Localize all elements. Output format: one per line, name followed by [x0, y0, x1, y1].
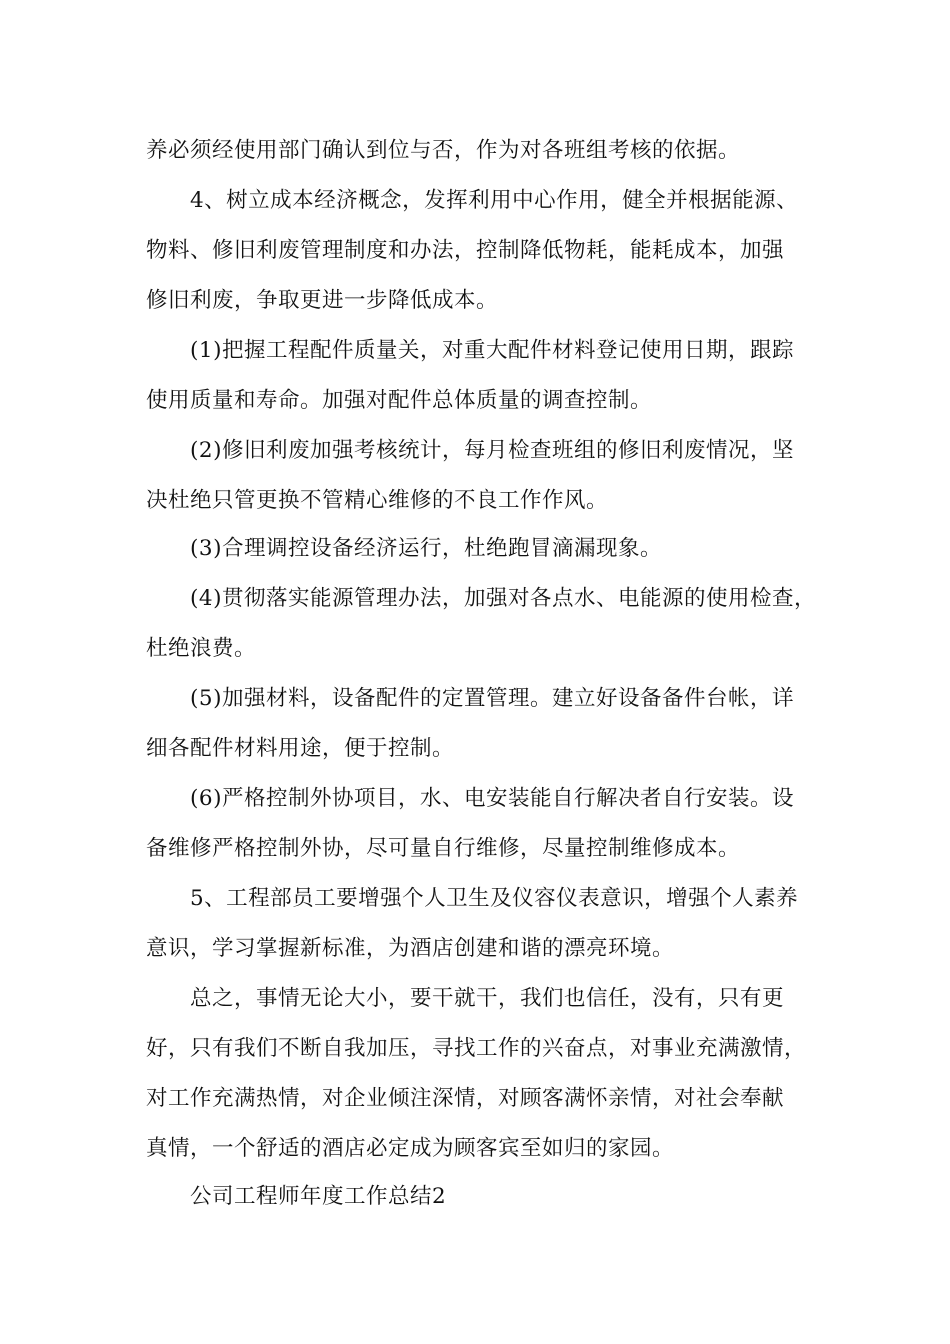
text-line: 好，只有我们不断自我加压，寻找工作的兴奋点，对事业充满激情，	[146, 1036, 807, 1061]
text-line: 杜绝浪费。	[146, 636, 257, 661]
text-line: (6)严格控制外协项目，水、电安装能自行解决者自行安装。设	[190, 786, 794, 811]
paragraph-sub-item-6	[146, 774, 806, 874]
text-line: 使用质量和寿命。加强对配件总体质量的调查控制。	[146, 388, 653, 413]
text-line: 决杜绝只管更换不管精心维修的不良工作作风。	[146, 488, 609, 513]
text-line: (2)修旧利废加强考核统计，每月检查班组的修旧利废情况，坚	[190, 438, 794, 463]
text-line: 5、工程部员工要增强个人卫生及仪容仪表意识，增强个人素养	[190, 886, 799, 911]
text-line: 备维修严格控制外协，尽可量自行维修，尽量控制维修成本。	[146, 836, 741, 861]
text-line: 修旧利废，争取更进一步降低成本。	[146, 288, 499, 313]
text-line: 物料、修旧利废管理制度和办法，控制降低物耗，能耗成本，加强	[146, 238, 785, 263]
paragraph-summary	[146, 974, 806, 1174]
text-line: (5)加强材料，设备配件的定置管理。建立好设备备件台帐，详	[190, 686, 794, 711]
paragraph-item-5	[146, 874, 806, 974]
text-line: 4、树立成本经济概念，发挥利用中心作用，健全并根据能源、	[190, 188, 799, 213]
text-line: 养必须经使用部门确认到位与否，作为对各班组考核的依据。	[146, 138, 741, 163]
paragraph-sub-item-4	[146, 574, 816, 674]
text-line: (3)合理调控设备经济运行，杜绝跑冒滴漏现象。	[190, 536, 662, 561]
paragraph-sub-item-1	[146, 326, 806, 426]
text-line: 细各配件材料用途，便于控制。	[146, 736, 455, 761]
paragraph-item-4	[146, 176, 806, 326]
paragraph-sub-item-2	[146, 426, 806, 526]
text-line: (1)把握工程配件质量关，对重大配件材料登记使用日期，跟踪	[190, 338, 794, 363]
text-line: 真情，一个舒适的酒店必定成为顾客宾至如归的家园。	[146, 1136, 675, 1161]
section-heading	[146, 1172, 806, 1222]
text-line: 对工作充满热情，对企业倾注深情，对顾客满怀亲情，对社会奉献	[146, 1086, 785, 1111]
text-line: 总之，事情无论大小，要干就干，我们也信任，没有，只有更	[190, 986, 785, 1011]
paragraph-sub-item-3	[146, 524, 806, 574]
text-line: 意识，学习掌握新标准，为酒店创建和谐的漂亮环境。	[146, 936, 675, 961]
text-line: (4)贯彻落实能源管理办法，加强对各点水、电能源的使用检查，	[190, 586, 816, 611]
heading-text: 公司工程师年度工作总结2	[190, 1184, 447, 1209]
paragraph-continuation	[146, 126, 806, 176]
paragraph-sub-item-5	[146, 674, 806, 774]
